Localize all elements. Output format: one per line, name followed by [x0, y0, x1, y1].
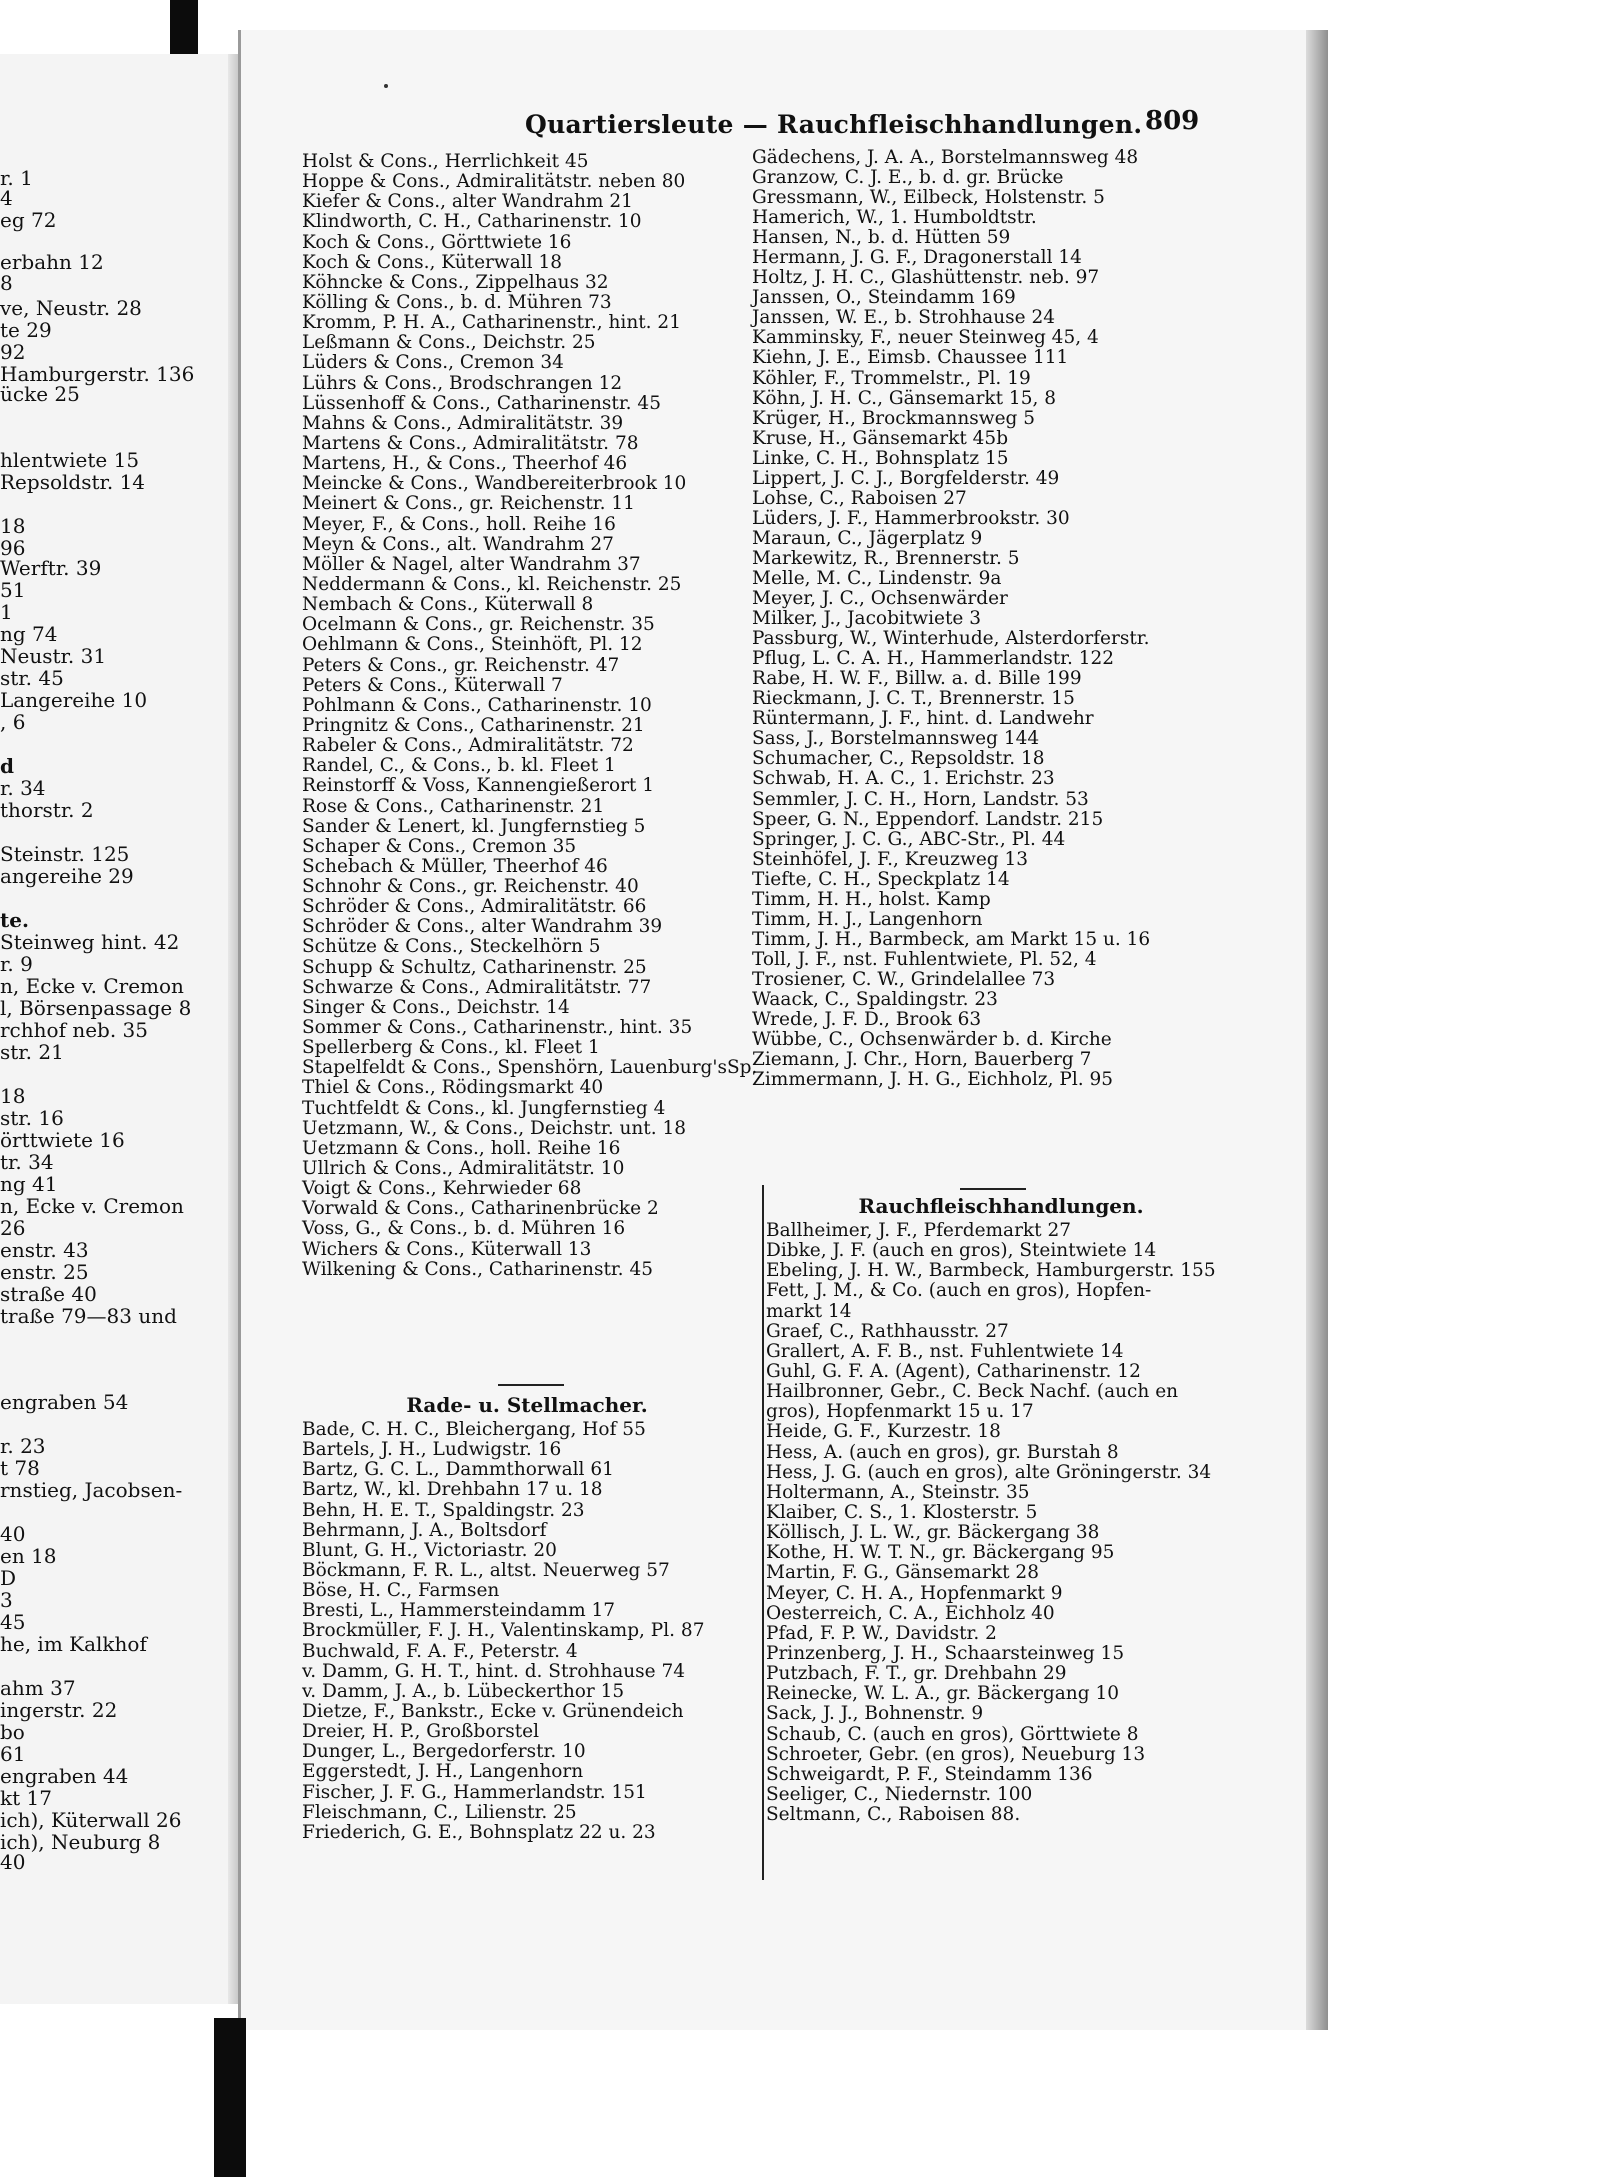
- directory-entry: Melle, M. C., Lindenstr. 9a: [752, 567, 1002, 589]
- directory-entry: Martin, F. G., Gänsemarkt 28: [766, 1562, 1039, 1584]
- directory-entry: Uetzmann, W., & Cons., Deichstr. unt. 18: [302, 1117, 687, 1139]
- directory-entry: Markewitz, R., Brennerstr. 5: [752, 547, 1020, 569]
- directory-entry: Springer, J. C. G., ABC-Str., Pl. 44: [752, 828, 1066, 850]
- left-page-fragment: ng 41: [0, 1172, 58, 1196]
- directory-entry: Graef, C., Rathhausstr. 27: [766, 1320, 1009, 1342]
- left-page-fragment: Steinstr. 125: [0, 842, 130, 866]
- left-page-fragment: erbahn 12: [0, 250, 104, 274]
- column-b-entries: [752, 148, 1222, 1090]
- directory-entry: Hamerich, W., 1. Humboldtstr.: [752, 207, 1037, 229]
- directory-entry: Behrmann, J. A., Boltsdorf: [302, 1519, 547, 1541]
- left-page-fragment: str. 45: [0, 666, 64, 690]
- directory-entry: Timm, H. J., Langenhorn: [752, 908, 983, 930]
- left-page-fragment: n, Ecke v. Cremon: [0, 1194, 184, 1218]
- left-page-fragment: enstr. 25: [0, 1260, 89, 1284]
- left-page-fragment: rchhof neb. 35: [0, 1018, 149, 1042]
- directory-entry: Böse, H. C., Farmsen: [302, 1580, 500, 1602]
- directory-entry: Martens, H., & Cons., Theerhof 46: [302, 453, 628, 475]
- directory-entry: Schumacher, C., Repsoldstr. 18: [752, 748, 1045, 770]
- directory-entry: Dietze, F., Bankstr., Ecke v. Grünendeich: [302, 1700, 684, 1722]
- directory-entry: Möller & Nagel, alter Wandrahm 37: [302, 553, 641, 575]
- directory-entry: v. Damm, G. H. T., hint. d. Strohhause 74: [302, 1660, 686, 1682]
- directory-entry: Timm, H. H., holst. Kamp: [752, 888, 991, 910]
- left-page-fragment: r. 1: [0, 166, 33, 190]
- directory-entry: Buchwald, F. A. F., Peterstr. 4: [302, 1640, 578, 1662]
- left-page-fragment: en 18: [0, 1544, 57, 1568]
- left-page-fragment: ahm 37: [0, 1676, 76, 1700]
- directory-entry: Granzow, C. J. E., b. d. gr. Brücke: [752, 167, 1064, 189]
- directory-entry: Hansen, N., b. d. Hütten 59: [752, 227, 1011, 249]
- directory-entry: Janssen, W. E., b. Strohhause 24: [752, 307, 1055, 329]
- directory-entry: Lohse, C., Raboisen 27: [752, 487, 967, 509]
- left-page-fragment: r. 34: [0, 776, 46, 800]
- left-page-fragment: 92: [0, 340, 26, 364]
- directory-entry: gros), Hopfenmarkt 15 u. 17: [766, 1401, 1034, 1423]
- directory-entry: Fett, J. M., & Co. (auch en gros), Hopfen-: [766, 1280, 1152, 1302]
- left-page-fragment: rnstieg, Jacobsen-: [0, 1478, 183, 1502]
- directory-entry: Bresti, L., Hammersteindamm 17: [302, 1600, 616, 1622]
- directory-entry: Steinhöfel, J. F., Kreuzweg 13: [752, 848, 1029, 870]
- directory-entry: Thiel & Cons., Rödingsmarkt 40: [302, 1077, 604, 1099]
- left-page-fragment: , 6: [0, 710, 26, 734]
- directory-entry: Maraun, C., Jägerplatz 9: [752, 527, 983, 549]
- directory-entry: Behn, H. E. T., Spaldingstr. 23: [302, 1499, 585, 1521]
- directory-entry: Waack, C., Spaldingstr. 23: [752, 988, 998, 1010]
- directory-entry: v. Damm, J. A., b. Lübeckerthor 15: [302, 1680, 625, 1702]
- left-page-fragment: tr. 34: [0, 1150, 54, 1174]
- directory-entry: Holtermann, A., Steinstr. 35: [766, 1481, 1030, 1503]
- directory-entry: Singer & Cons., Deichstr. 14: [302, 996, 570, 1018]
- left-page-fragment: 18: [0, 1084, 26, 1108]
- directory-entry: Leßmann & Cons., Deichstr. 25: [302, 332, 596, 354]
- directory-entry: Rabeler & Cons., Admiralitätstr. 72: [302, 735, 634, 757]
- left-page-fragment: D: [0, 1566, 17, 1590]
- directory-entry: Schnohr & Cons., gr. Reichenstr. 40: [302, 876, 639, 898]
- directory-entry: Brockmüller, F. J. H., Valentinskamp, Pl. 87: [302, 1620, 705, 1642]
- left-page-fragment: eg 72: [0, 208, 57, 232]
- directory-entry: Köhn, J. H. C., Gänsemarkt 15, 8: [752, 387, 1057, 409]
- directory-entry: Meyn & Cons., alt. Wandrahm 27: [302, 533, 614, 555]
- left-page-fragment: enstr. 43: [0, 1238, 89, 1262]
- left-page-fragment: 61: [0, 1742, 26, 1766]
- directory-entry: Wichers & Cons., Küterwall 13: [302, 1238, 592, 1260]
- directory-entry: Ballheimer, J. F., Pferdemarkt 27: [766, 1220, 1071, 1241]
- directory-entry: Seltmann, C., Raboisen 88.: [766, 1804, 1021, 1826]
- directory-entry: Hess, A. (auch en gros), gr. Burstah 8: [766, 1441, 1119, 1463]
- directory-entry: Semmler, J. C. H., Horn, Landstr. 53: [752, 788, 1089, 810]
- left-page-fragment: 4: [0, 186, 13, 210]
- directory-entry: Köllisch, J. L. W., gr. Bäckergang 38: [766, 1522, 1100, 1544]
- directory-entry: Martens & Cons., Admiralitätstr. 78: [302, 432, 639, 454]
- directory-entry: Milker, J., Jacobitwiete 3: [752, 608, 982, 630]
- directory-entry: Oehlmann & Cons., Steinhöft, Pl. 12: [302, 634, 643, 656]
- directory-entry: Holst & Cons., Herrlichkeit 45: [302, 151, 589, 172]
- left-page-fragment: bo: [0, 1720, 25, 1744]
- directory-entry: Uetzmann & Cons., holl. Reihe 16: [302, 1137, 621, 1159]
- directory-entry: Schebach & Müller, Theerhof 46: [302, 855, 608, 877]
- directory-entry: Meyer, C. H. A., Hopfenmarkt 9: [766, 1582, 1063, 1604]
- left-page-fragment: Hamburgerstr. 136: [0, 362, 195, 386]
- left-page-fragment: n, Ecke v. Cremon: [0, 974, 184, 998]
- directory-entry: Meincke & Cons., Wandbereiterbrook 10: [302, 473, 687, 495]
- directory-entry: Seeliger, C., Niedernstr. 100: [766, 1783, 1033, 1805]
- left-page-fragment: te 29: [0, 318, 52, 342]
- left-page-fragment: Steinweg hint. 42: [0, 930, 180, 954]
- directory-entry: Gädechens, J. A. A., Borstelmannsweg 48: [752, 147, 1139, 168]
- section-divider-b: [960, 1188, 1026, 1190]
- directory-entry: Holtz, J. H. C., Glashüttenstr. neb. 97: [752, 267, 1100, 289]
- directory-entry: Kruse, H., Gänsemarkt 45b: [752, 427, 1009, 449]
- directory-entry: Klindworth, C. H., Catharinenstr. 10: [302, 211, 642, 233]
- directory-entry: Hess, J. G. (auch en gros), alte Gröningerstr. 34: [766, 1461, 1212, 1483]
- left-page-fragment: engraben 54: [0, 1390, 129, 1414]
- directory-entry: Sass, J., Borstelmannsweg 144: [752, 728, 1040, 750]
- left-page-fragment: ve, Neustr. 28: [0, 296, 142, 320]
- directory-entry: Bartz, G. C. L., Dammthorwall 61: [302, 1459, 614, 1481]
- directory-entry: Mahns & Cons., Admiralitätstr. 39: [302, 412, 624, 434]
- directory-entry: Lüssenhoff & Cons., Catharinenstr. 45: [302, 392, 661, 414]
- section-title: Rauchfleischhandlungen.: [858, 1194, 1144, 1218]
- left-page-fragment: he, im Kalkhof: [0, 1632, 147, 1656]
- directory-entry: Krüger, H., Brockmannsweg 5: [752, 407, 1036, 429]
- directory-entry: Toll, J. F., nst. Fuhlentwiete, Pl. 52, 4: [752, 948, 1097, 970]
- left-page-fragment: straße 40: [0, 1282, 97, 1306]
- section-entries: [302, 1420, 752, 1843]
- directory-entry: Sack, J. J., Bohnenstr. 9: [766, 1703, 984, 1725]
- directory-entry: markt 14: [766, 1300, 852, 1322]
- directory-entry: Ocelmann & Cons., gr. Reichenstr. 35: [302, 614, 655, 636]
- directory-entry: Linke, C. H., Bohnsplatz 15: [752, 447, 1009, 469]
- directory-entry: Passburg, W., Winterhude, Alsterdorferstr.: [752, 628, 1150, 650]
- directory-entry: Tuchtfeldt & Cons., kl. Jungfernstieg 4: [302, 1097, 666, 1119]
- left-page-fragment: Repsoldstr. 14: [0, 470, 146, 494]
- left-page-fragment: r. 23: [0, 1434, 46, 1458]
- directory-entry: Lüders & Cons., Cremon 34: [302, 352, 564, 374]
- directory-entry: Kiehn, J. E., Eimsb. Chaussee 111: [752, 347, 1069, 369]
- left-page-fragment: l, Börsenpassage 8: [0, 996, 192, 1020]
- left-page-fragment: 3: [0, 1588, 13, 1612]
- directory-entry: Rüntermann, J. F., hint. d. Landwehr: [752, 708, 1094, 730]
- book-spine-bottom: [214, 2018, 246, 2177]
- left-page-fragment: Neustr. 31: [0, 644, 107, 668]
- section-divider-a: [498, 1384, 564, 1386]
- directory-entry: Koch & Cons., Görttwiete 16: [302, 231, 572, 253]
- directory-entry: Nembach & Cons., Küterwall 8: [302, 594, 594, 616]
- directory-entry: Blunt, G. H., Victoriastr. 20: [302, 1539, 557, 1561]
- left-page-fragment: 1: [0, 600, 13, 624]
- directory-entry: Schröder & Cons., alter Wandrahm 39: [302, 916, 663, 938]
- directory-entry: Böckmann, F. R. L., altst. Neuerweg 57: [302, 1559, 670, 1581]
- left-page-fragment: engraben 44: [0, 1764, 129, 1788]
- left-page-fragment: 40: [0, 1522, 26, 1546]
- section-entries: [766, 1221, 1236, 1825]
- left-page-fragment: str. 16: [0, 1106, 64, 1130]
- page-header-title: Quartiersleute — Rauchfleischhandlungen.: [525, 110, 1143, 139]
- left-page-fragment: str. 21: [0, 1040, 64, 1064]
- directory-entry: Wübbe, C., Ochsenwärder b. d. Kirche: [752, 1029, 1112, 1051]
- directory-entry: Kothe, H. W. T. N., gr. Bäckergang 95: [766, 1542, 1115, 1564]
- directory-entry: Schröder & Cons., Admiralitätstr. 66: [302, 896, 647, 918]
- directory-entry: Sander & Lenert, kl. Jungfernstieg 5: [302, 815, 646, 837]
- directory-entry: Bade, C. H. C., Bleichergang, Hof 55: [302, 1419, 646, 1440]
- left-page-fragment: hlentwiete 15: [0, 448, 140, 472]
- directory-entry: Dreier, H. P., Großborstel: [302, 1721, 540, 1743]
- directory-entry: Meyer, J. C., Ochsenwärder: [752, 588, 1008, 610]
- directory-entry: Dibke, J. F. (auch en gros), Steintwiete 14: [766, 1240, 1157, 1262]
- directory-entry: Dunger, L., Bergedorferstr. 10: [302, 1741, 586, 1763]
- directory-entry: Kiefer & Cons., alter Wandrahm 21: [302, 191, 633, 213]
- directory-entry: Heide, G. F., Kurzestr. 18: [766, 1421, 1001, 1443]
- directory-entry: Schroeter, Gebr. (en gros), Neueburg 13: [766, 1743, 1146, 1765]
- left-page-fragment: d: [0, 754, 14, 778]
- directory-entry: Timm, J. H., Barmbeck, am Markt 15 u. 16: [752, 928, 1151, 950]
- left-page-fragment: ücke 25: [0, 382, 80, 406]
- directory-entry: Schaub, C. (auch en gros), Görttwiete 8: [766, 1723, 1139, 1745]
- directory-entry: Stapelfeldt & Cons., Spenshörn, Lauenburg'sSp.: [302, 1057, 758, 1079]
- directory-entry: Schaper & Cons., Cremon 35: [302, 835, 577, 857]
- print-speck: [384, 84, 388, 88]
- directory-entry: Tiefte, C. H., Speckplatz 14: [752, 868, 1010, 890]
- directory-entry: Reinstorff & Voss, Kannengießerort 1: [302, 775, 655, 797]
- left-page-fragment: angereihe 29: [0, 864, 134, 888]
- left-page-fragment: ingerstr. 22: [0, 1698, 118, 1722]
- directory-entry: Kölling & Cons., b. d. Mühren 73: [302, 291, 612, 313]
- directory-entry: Oesterreich, C. A., Eichholz 40: [766, 1602, 1055, 1624]
- directory-entry: Pringnitz & Cons., Catharinenstr. 21: [302, 714, 645, 736]
- directory-entry: Friederich, G. E., Bohnsplatz 22 u. 23: [302, 1821, 656, 1843]
- left-page-fragment: Langereihe 10: [0, 688, 148, 712]
- directory-entry: Ziemann, J. Chr., Horn, Bauerberg 7: [752, 1049, 1092, 1071]
- left-page-fragment: 18: [0, 514, 26, 538]
- directory-entry: Peters & Cons., gr. Reichenstr. 47: [302, 654, 620, 676]
- directory-entry: Trosiener, C. W., Grindelallee 73: [752, 968, 1056, 990]
- directory-entry: Pfad, F. P. W., Davidstr. 2: [766, 1622, 997, 1644]
- directory-entry: Pohlmann & Cons., Catharinenstr. 10: [302, 694, 652, 716]
- directory-entry: Schweigardt, P. F., Steindamm 136: [766, 1763, 1093, 1785]
- directory-entry: Schwarze & Cons., Admiralitätstr. 77: [302, 976, 652, 998]
- directory-entry: Sommer & Cons., Catharinenstr., hint. 35: [302, 1017, 693, 1039]
- left-page-fragment: t 78: [0, 1456, 40, 1480]
- left-page-fragment: 40: [0, 1850, 26, 1874]
- directory-entry: Schwab, H. A. C., 1. Erichstr. 23: [752, 768, 1055, 790]
- directory-entry: Meinert & Cons., gr. Reichenstr. 11: [302, 493, 635, 515]
- left-page-fragment: ich), Neuburg 8: [0, 1830, 161, 1854]
- directory-entry: Randel, C., & Cons., b. kl. Fleet 1: [302, 755, 616, 777]
- directory-entry: Kamminsky, F., neuer Steinweg 45, 4: [752, 327, 1099, 349]
- left-page-fragment: thorstr. 2: [0, 798, 94, 822]
- directory-entry: Eggerstedt, J. H., Langenhorn: [302, 1761, 584, 1783]
- directory-entry: Prinzenberg, J. H., Schaarsteinweg 15: [766, 1642, 1125, 1664]
- directory-entry: Neddermann & Cons., kl. Reichenstr. 25: [302, 573, 682, 595]
- directory-entry: Rabe, H. W. F., Billw. a. d. Bille 199: [752, 668, 1082, 690]
- section-title: Rade- u. Stellmacher.: [406, 1393, 648, 1417]
- directory-entry: Rieckmann, J. C. T., Brennerstr. 15: [752, 688, 1075, 710]
- page-edge: [1306, 30, 1328, 2030]
- column-a-entries: [302, 151, 758, 1280]
- directory-entry: Bartz, W., kl. Drehbahn 17 u. 18: [302, 1479, 603, 1501]
- left-page-fragment: ng 74: [0, 622, 58, 646]
- directory-entry: Spellerberg & Cons., kl. Fleet 1: [302, 1037, 600, 1059]
- directory-entry: Wrede, J. F. D., Brook 63: [752, 1009, 982, 1031]
- directory-entry: Voigt & Cons., Kehrwieder 68: [302, 1178, 582, 1200]
- directory-entry: Wilkening & Cons., Catharinenstr. 45: [302, 1258, 653, 1280]
- left-page-fragment: örttwiete 16: [0, 1128, 125, 1152]
- directory-entry: Klaiber, C. S., 1. Klosterstr. 5: [766, 1501, 1038, 1523]
- left-page-fragment: Werftr. 39: [0, 556, 102, 580]
- directory-entry: Meyer, F., & Cons., holl. Reihe 16: [302, 513, 616, 535]
- left-page-fragment: 26: [0, 1216, 26, 1240]
- directory-entry: Reinecke, W. L. A., gr. Bäckergang 10: [766, 1683, 1119, 1705]
- left-page-fragment: kt 17: [0, 1786, 52, 1810]
- directory-entry: Voss, G., & Cons., b. d. Mühren 16: [302, 1218, 626, 1240]
- directory-entry: Hailbronner, Gebr., C. Beck Nachf. (auch en: [766, 1381, 1179, 1403]
- section-rade-stellmacher: [302, 1394, 752, 1843]
- left-page-fragment: 96: [0, 536, 26, 560]
- left-page-fragment: ich), Küterwall 26: [0, 1808, 182, 1832]
- directory-entry: Rose & Cons., Catharinenstr. 21: [302, 795, 605, 817]
- directory-entry: Lührs & Cons., Brodschrangen 12: [302, 372, 623, 394]
- directory-entry: Guhl, G. F. A. (Agent), Catharinenstr. 12: [766, 1360, 1141, 1382]
- directory-entry: Gressmann, W., Eilbeck, Holstenstr. 5: [752, 187, 1105, 209]
- left-page-fragment: 51: [0, 578, 26, 602]
- directory-entry: Köhler, F., Trommelstr., Pl. 19: [752, 367, 1031, 389]
- directory-entry: Peters & Cons., Küterwall 7: [302, 674, 563, 696]
- left-page-fragment: te.: [0, 908, 29, 932]
- directory-entry: Fischer, J. F. G., Hammerlandstr. 151: [302, 1781, 647, 1803]
- column-rule: [762, 1185, 764, 1880]
- directory-entry: Ebeling, J. H. W., Barmbeck, Hamburgerstr. 155: [766, 1260, 1216, 1282]
- directory-entry: Zimmermann, J. H. G., Eichholz, Pl. 95: [752, 1069, 1114, 1091]
- directory-entry: Lippert, J. C. J., Borgfelderstr. 49: [752, 467, 1060, 489]
- directory-entry: Hoppe & Cons., Admiralitätstr. neben 80: [302, 171, 686, 193]
- directory-entry: Janssen, O., Steindamm 169: [752, 287, 1016, 309]
- directory-entry: Hermann, J. G. F., Dragonerstall 14: [752, 247, 1082, 269]
- directory-entry: Speer, G. N., Eppendorf. Landstr. 215: [752, 808, 1104, 830]
- directory-entry: Putzbach, F. T., gr. Drehbahn 29: [766, 1663, 1067, 1685]
- left-page-fragment: r. 9: [0, 952, 33, 976]
- directory-entry: Lüders, J. F., Hammerbrookstr. 30: [752, 507, 1070, 529]
- directory-entry: Pflug, L. C. A. H., Hammerlandstr. 122: [752, 648, 1115, 670]
- section-rauchfleischhandlungen: [766, 1195, 1236, 1825]
- page-number: 809: [1145, 106, 1200, 136]
- directory-entry: Bartels, J. H., Ludwigstr. 16: [302, 1439, 562, 1461]
- left-page-fragment: traße 79—83 und: [0, 1304, 177, 1328]
- directory-entry: Koch & Cons., Küterwall 18: [302, 251, 562, 273]
- left-page-fragment: 45: [0, 1610, 26, 1634]
- directory-entry: Schütze & Cons., Steckelhörn 5: [302, 936, 601, 958]
- directory-entry: Ullrich & Cons., Admiralitätstr. 10: [302, 1158, 625, 1180]
- directory-entry: Fleischmann, C., Lilienstr. 25: [302, 1801, 577, 1823]
- directory-entry: Schupp & Schultz, Catharinenstr. 25: [302, 956, 647, 978]
- directory-entry: Köhncke & Cons., Zippelhaus 32: [302, 271, 609, 293]
- directory-entry: Vorwald & Cons., Catharinenbrücke 2: [302, 1198, 659, 1220]
- directory-entry: Grallert, A. F. B., nst. Fuhlentwiete 14: [766, 1340, 1124, 1362]
- left-page-fragment: 8: [0, 271, 13, 295]
- directory-entry: Kromm, P. H. A., Catharinenstr., hint. 21: [302, 312, 681, 334]
- left-page: [0, 54, 242, 2004]
